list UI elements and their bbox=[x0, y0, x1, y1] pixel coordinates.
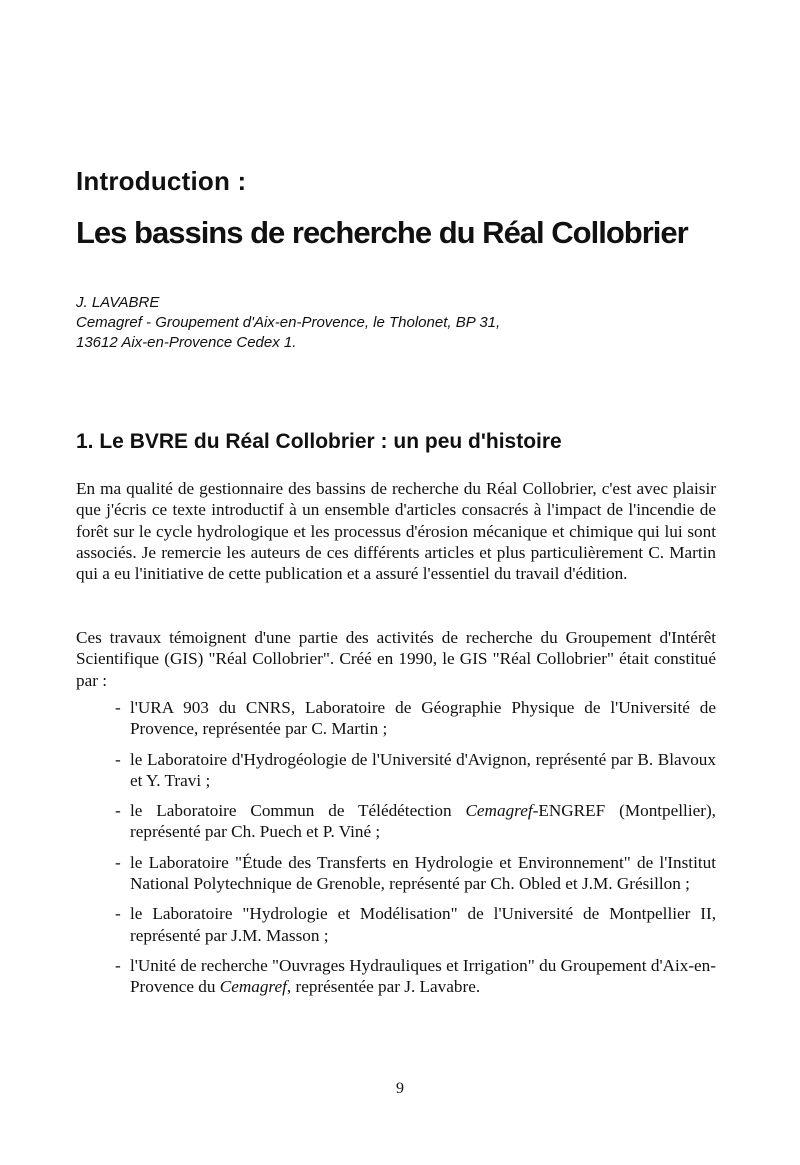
list-dash: - bbox=[115, 801, 121, 821]
list-dash: - bbox=[115, 904, 121, 924]
author-affiliation-line-2: 13612 Aix-en-Provence Cedex 1. bbox=[76, 334, 297, 351]
gis-member-list bbox=[115, 697, 716, 1007]
page-number: 9 bbox=[396, 1080, 404, 1097]
list-dash: - bbox=[115, 698, 121, 717]
list-item-text-start: l'Unité de recherche "Ouvrages Hydrauliques et Irrigation" du Groupement d'Aix-en-Provence du bbox=[130, 955, 716, 997]
list-item-italic-name: Cemagref bbox=[465, 801, 533, 821]
section-heading: 1. Le BVRE du Réal Collobrier : un peu d'histoire bbox=[76, 430, 562, 453]
list-item-text: le Laboratoire "Hydrologie et Modélisation" de l'Université de Montpellier II, représenté par J.M. Masson ; bbox=[130, 904, 716, 945]
body-paragraph-2: Ces travaux témoignent d'une partie des activités de recherche du Groupement d'Intérêt Scientifique (GIS) "Réal Collobrier". Créé en 1990, le GIS "Réal Collobrier" était constitué par : bbox=[76, 628, 716, 690]
list-item bbox=[115, 697, 716, 740]
author-block bbox=[76, 293, 500, 353]
list-item-text-end: , représentée par J. Lavabre. bbox=[286, 977, 481, 997]
author-affiliation-line-1: Cemagref - Groupement d'Aix-en-Provence, le Tholonet, BP 31, bbox=[76, 314, 501, 331]
list-item bbox=[115, 955, 716, 998]
list-dash: - bbox=[115, 852, 121, 872]
body-paragraph-1: En ma qualité de gestionnaire des bassins de recherche du Réal Collobrier, c'est avec plaisir que j'écris ce texte introductif à un ensemble d'articles consacrés à l'impact de l'incendie de forêt sur le cycle hydrologique et les processus d'érosion mécanique et chimique qui lui sont associés. Je remercie les auteurs de ces différents articles et plus particulièrement C. Martin qui a eu l'initiative de cette publication et a assuré l'essentiel du travail d'édition. bbox=[76, 479, 716, 584]
list-item-text: le Laboratoire "Étude des Transferts en Hydrologie et Environnement" de l'Institut National Polytechnique de Grenoble, représenté par Ch. Obled et J.M. Grésillon ; bbox=[130, 852, 716, 894]
list-item bbox=[115, 800, 716, 843]
list-item bbox=[115, 749, 716, 792]
list-item bbox=[115, 903, 716, 946]
document-title: Les bassins de recherche du Réal Collobrier bbox=[76, 215, 688, 250]
list-item-italic-name: Cemagref bbox=[219, 977, 287, 997]
intro-heading: Introduction : bbox=[76, 166, 247, 196]
list-item bbox=[115, 852, 716, 895]
list-item-text: l'URA 903 du CNRS, Laboratoire de Géographie Physique de l'Université de Provence, représentée par C. Martin ; bbox=[130, 698, 716, 739]
list-dash: - bbox=[115, 955, 121, 975]
author-name: J. LAVABRE bbox=[76, 294, 160, 311]
list-dash: - bbox=[115, 749, 121, 769]
list-item-text-start: le Laboratoire Commun de Télédétection bbox=[130, 801, 466, 821]
list-item-text-end: -ENGREF (Montpellier), représenté par Ch. Puech et P. Viné ; bbox=[130, 801, 716, 842]
list-item-text: le Laboratoire d'Hydrogéologie de l'Université d'Avignon, représenté par B. Blavoux et Y. Travi ; bbox=[130, 749, 716, 790]
